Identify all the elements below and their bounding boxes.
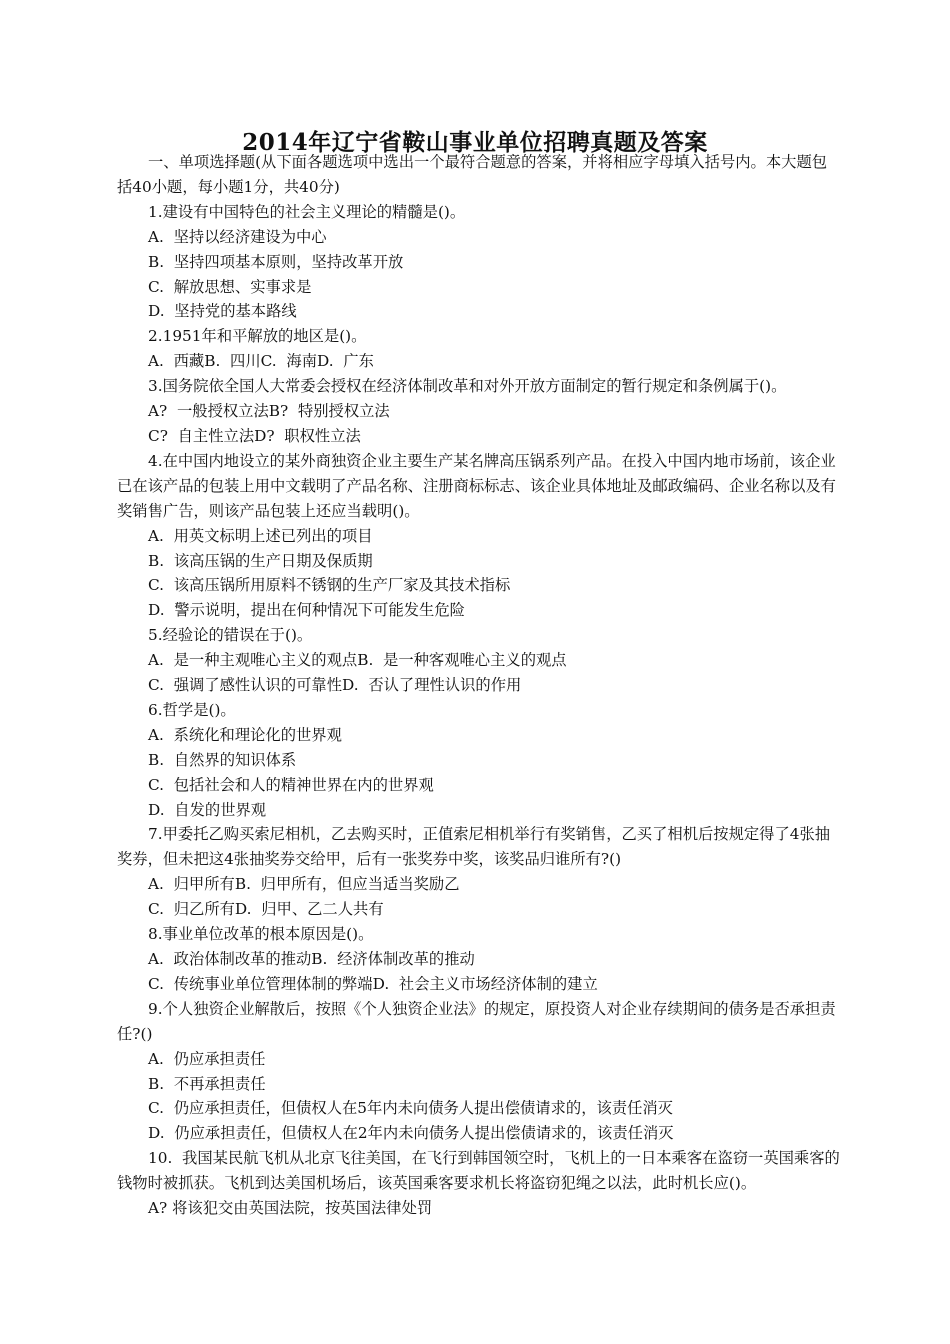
option-line: A. 仍应承担责任 bbox=[148, 1049, 266, 1068]
question-4 bbox=[117, 449, 840, 623]
option-line: B. 自然界的知识体系 bbox=[148, 750, 297, 769]
page-title: 2014年辽宁省鞍山事业单位招聘真题及答案 bbox=[242, 129, 708, 157]
question-stem: 10. 我国某民航飞机从北京飞往美国，在飞行到韩国领空时，飞机上的一日本乘客在盗窃一英国乘客的钱物时被抓获。飞机到达美国机场后，该英国乘客要求机长将盗窃犯绳之以法，此时机长应()。 bbox=[117, 1149, 840, 1193]
question-6 bbox=[117, 698, 840, 823]
question-10 bbox=[117, 1146, 840, 1221]
option-line: B. 坚持四项基本原则，坚持改革开放 bbox=[148, 252, 404, 271]
document-body bbox=[117, 150, 840, 1221]
question-2 bbox=[117, 324, 840, 374]
option-line: D. 坚持党的基本路线 bbox=[148, 302, 297, 321]
question-stem: 1.建设有中国特色的社会主义理论的精髓是()。 bbox=[148, 202, 466, 221]
question-stem: 2.1951年和平解放的地区是()。 bbox=[148, 327, 367, 346]
question-9 bbox=[117, 997, 840, 1146]
option-line: A. 用英文标明上述已列出的项目 bbox=[148, 526, 373, 545]
option-line: C. 传统事业单位管理体制的弊端D. 社会主义市场经济体制的建立 bbox=[148, 974, 598, 993]
question-8 bbox=[117, 922, 840, 997]
question-stem: 5.经验论的错误在于()。 bbox=[148, 626, 313, 645]
question-stem: 6.哲学是()。 bbox=[148, 700, 236, 719]
option-line: C. 包括社会和人的精神世界在内的世界观 bbox=[148, 775, 434, 794]
option-line: D. 警示说明，提出在何种情况下可能发生危险 bbox=[148, 601, 465, 620]
option-line: B. 不再承担责任 bbox=[148, 1074, 266, 1093]
option-line: D. 仍应承担责任，但债权人在2年内未向债务人提出偿债请求的，该责任消灭 bbox=[148, 1124, 674, 1143]
question-3 bbox=[117, 374, 840, 449]
option-line: D. 自发的世界观 bbox=[148, 800, 267, 819]
option-line: C. 仍应承担责任，但债权人在5年内未向债务人提出偿债请求的，该责任消灭 bbox=[148, 1099, 673, 1118]
option-line: A. 是一种主观唯心主义的观点B. 是一种客观唯心主义的观点 bbox=[148, 651, 567, 670]
option-line: C? 自主性立法D? 职权性立法 bbox=[148, 426, 361, 445]
option-line: B. 该高压锅的生产日期及保质期 bbox=[148, 551, 373, 570]
option-line: C. 归乙所有D. 归甲、乙二人共有 bbox=[148, 900, 384, 919]
question-stem: 7.甲委托乙购买索尼相机，乙去购买时，正值索尼相机举行有奖销售，乙买了相机后按规定得了4张抽奖券，但未把这4张抽奖券交给甲，后有一张奖券中奖，该奖品归谁所有?() bbox=[117, 825, 831, 869]
option-line: C. 该高压锅所用原料不锈钢的生产厂家及其技术指标 bbox=[148, 576, 511, 595]
question-1 bbox=[117, 200, 840, 325]
option-line: A. 坚持以经济建设为中心 bbox=[148, 227, 327, 246]
option-line: A. 系统化和理论化的世界观 bbox=[148, 725, 342, 744]
option-line: A? 一般授权立法B? 特别授权立法 bbox=[148, 402, 390, 421]
question-stem: 8.事业单位改革的根本原因是()。 bbox=[148, 925, 374, 944]
section-intro: 一、单项选择题(从下面各题选项中选出一个最符合题意的答案，并将相应字母填入括号内。本大题包括40小题，每小题1分，共40分) bbox=[117, 153, 828, 196]
option-line: C. 强调了感性认识的可靠性D. 否认了理性认识的作用 bbox=[148, 676, 522, 695]
question-stem: 9.个人独资企业解散后，按照《个人独资企业法》的规定，原投资人对企业存续期间的债务是否承担责任?() bbox=[117, 999, 836, 1043]
option-line: A. 政治体制改革的推动B. 经济体制改革的推动 bbox=[148, 950, 475, 968]
question-stem: 4.在中国内地设立的某外商独资企业主要生产某名牌高压锅系列产品。在投入中国内地市场前，该企业已在该产品的包装上用中文载明了产品名称、注册商标标志、该企业具体地址及邮政编码、企业名称以及有奖销售广告，则该产品包装上还应当载明()。 bbox=[117, 451, 836, 520]
question-7 bbox=[117, 822, 840, 922]
option-line: A. 归甲所有B. 归甲所有，但应当适当奖励乙 bbox=[148, 875, 460, 894]
option-line: C. 解放思想、实事求是 bbox=[148, 277, 312, 296]
question-stem: 3.国务院依全国人大常委会授权在经济体制改革和对外开放方面制定的暂行规定和条例属于()。 bbox=[148, 377, 787, 396]
option-line: A. 西藏B. 四川C. 海南D. 广东 bbox=[148, 352, 374, 371]
option-line: A? 将该犯交由英国法院，按英国法律处罚 bbox=[148, 1199, 433, 1218]
question-5 bbox=[117, 623, 840, 698]
